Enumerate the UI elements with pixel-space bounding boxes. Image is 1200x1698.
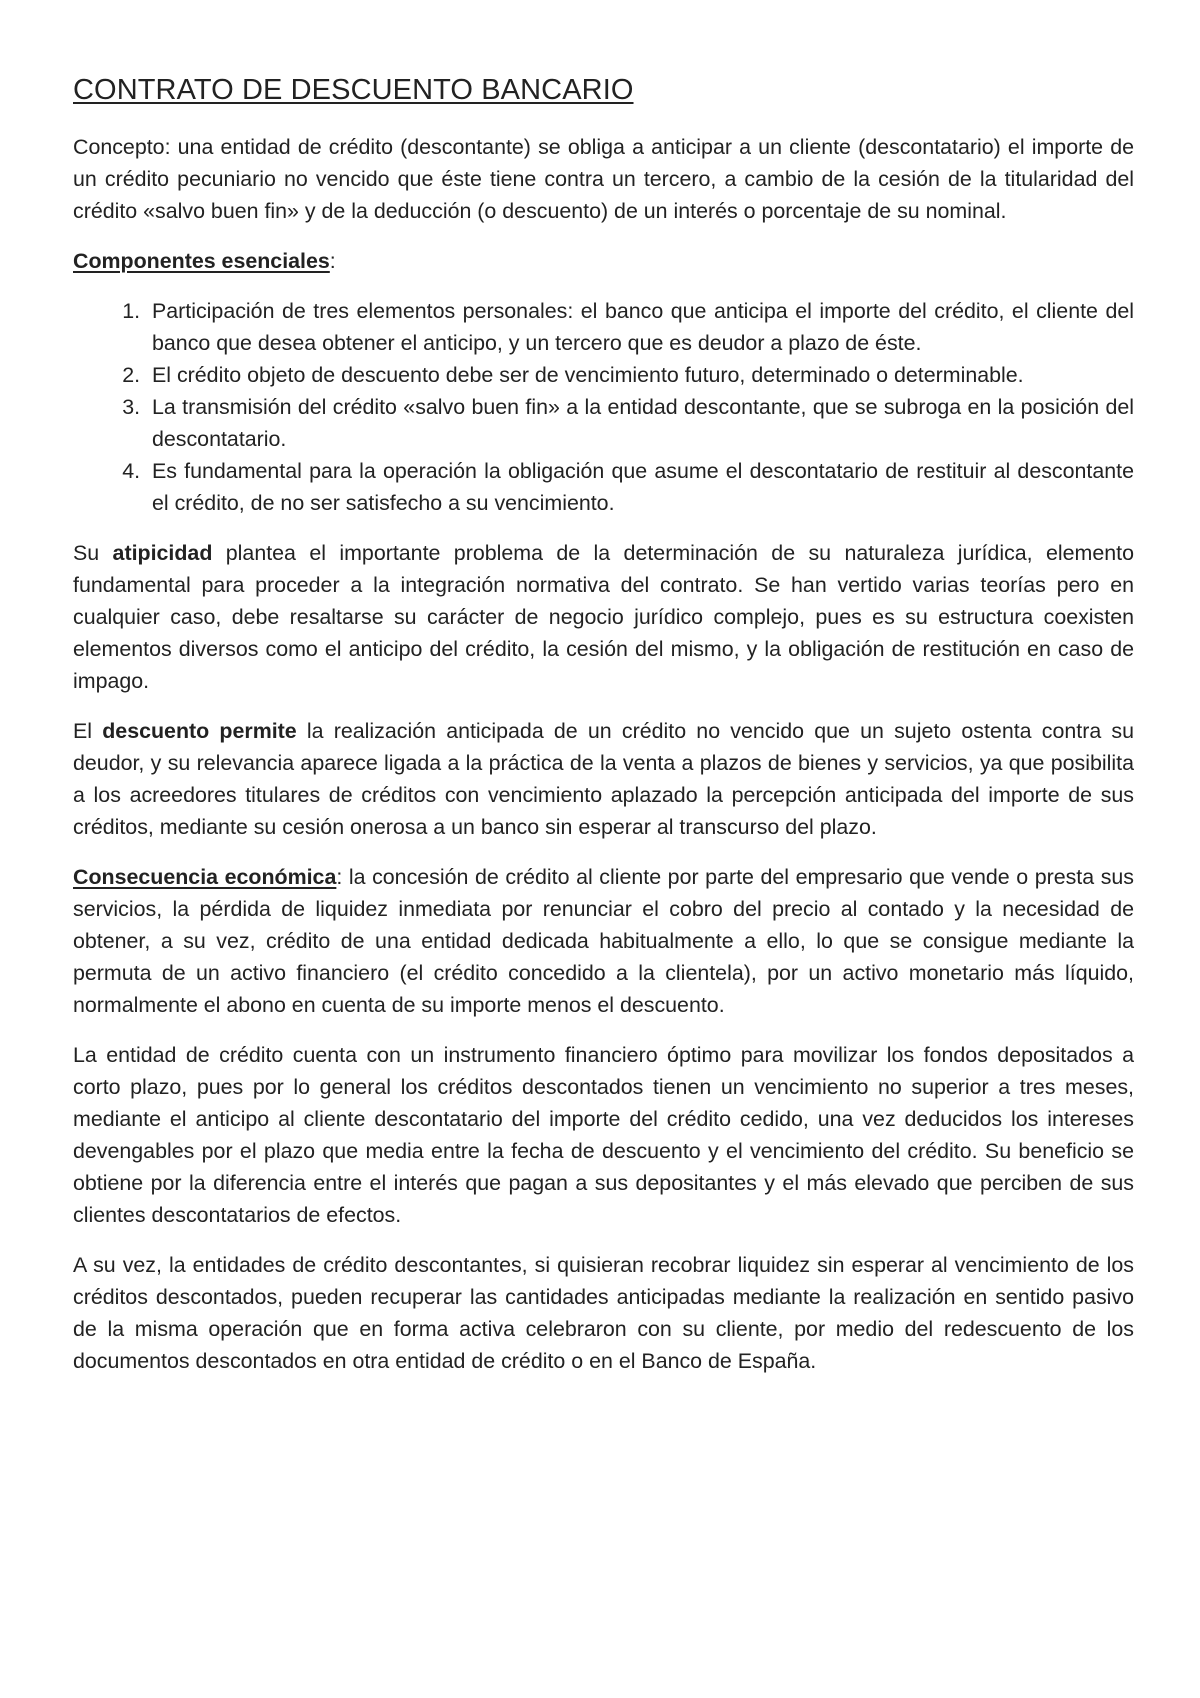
atipicidad-text: plantea el importante problema de la determinación de su naturaleza jurídica, elemento fundamental para proceder a la integración normativa del contrato. Se han vertido varias teorías pero en cualquier caso, debe resaltarse su carácter de negocio jurídico complejo, pues es su estructura coexisten elementos diversos como el anticipo del crédito, la cesión del mismo, y la obligación de restitución en caso de impago. — [73, 541, 1134, 693]
atipicidad-term: atipicidad — [112, 541, 213, 565]
list-item: 3. La transmisión del crédito «salvo buen fin» a la entidad descontante, que se subroga en la posición del descontatario. — [146, 391, 1134, 455]
componentes-list — [73, 295, 1134, 519]
redescuento-paragraph: A su vez, la entidades de crédito descontantes, si quisieran recobrar liquidez sin esperar al vencimiento de los créditos descontados, pueden recuperar las cantidades anticipadas mediante la realización en sentido pasivo de la misma operación que en forma activa celebraron con su cliente, por medio del redescuento de los documentos descontados en otra entidad de crédito o en el Banco de España. — [73, 1253, 1134, 1373]
componentes-heading-line — [73, 245, 1134, 277]
atipicidad-paragraph — [73, 537, 1134, 697]
atipicidad-prefix: Su — [73, 541, 113, 565]
list-item: 2. El crédito objeto de descuento debe ser de vencimiento futuro, determinado o determinable. — [146, 359, 1134, 391]
list-item: 1. Participación de tres elementos personales: el banco que anticipa el importe del crédito, el cliente del banco que desea obtener el anticipo, y un tercero que es deudor a plazo de éste. — [146, 295, 1134, 359]
componentes-heading: Componentes esenciales — [73, 249, 330, 273]
concepto-paragraph: Concepto: una entidad de crédito (descontante) se obliga a anticipar a un cliente (descontatario) el importe de un crédito pecuniario no vencido que éste tiene contra un tercero, a cambio de la cesión de la titularidad del crédito «salvo buen fin» y de la deducción (o descuento) de un interés o porcentaje de su nominal. — [73, 135, 1134, 223]
descuento-text: la realización anticipada de un crédito no vencido que un sujeto ostenta contra su deudor, y su relevancia aparece ligada a la práctica de la venta a plazos de bienes y servicios, ya que posibilita a los acreedores titulares de créditos con vencimiento aplazado la percepción anticipada del importe de sus créditos, mediante su cesión onerosa a un banco sin esperar al transcurso del plazo. — [73, 719, 1135, 839]
componentes-heading-colon: : — [329, 249, 336, 273]
consecuencia-paragraph — [73, 861, 1134, 1021]
entidad-paragraph: La entidad de crédito cuenta con un instrumento financiero óptimo para movilizar los fondos depositados a corto plazo, pues por lo general los créditos descontados tienen un vencimiento no superior a tres meses, mediante el anticipo al cliente descontatario del importe del crédito cedido, una vez deducidos los intereses devengables por el plazo que media entre la fecha de descuento y el vencimiento del crédito. Su beneficio se obtiene por la diferencia entre el interés que pagan a sus depositantes y el más elevado que perciben de sus clientes descontatarios de efectos. — [73, 1043, 1134, 1227]
consecuencia-text: : la concesión de crédito al cliente por parte del empresario que vende o presta sus servicios, la pérdida de liquidez inmediata por renunciar el cobro del precio al contado y la necesidad de obtener, a su vez, crédito de una entidad dedicada habitualmente a ello, lo que se consigue mediante la permuta de un activo financiero (el crédito concedido a la clientela), por un activo monetario más líquido, normalmente el abono en cuenta de su importe menos el descuento. — [73, 865, 1134, 1017]
descuento-paragraph — [73, 715, 1134, 843]
descuento-prefix: El — [73, 719, 103, 743]
consecuencia-heading: Consecuencia económica — [73, 865, 337, 889]
document-title: CONTRATO DE DESCUENTO BANCARIO — [73, 74, 634, 106]
list-item: 4. Es fundamental para la operación la obligación que asume el descontatario de restituir al descontante el crédito, de no ser satisfecho a su vencimiento. — [146, 455, 1134, 519]
descuento-term: descuento permite — [102, 719, 297, 743]
